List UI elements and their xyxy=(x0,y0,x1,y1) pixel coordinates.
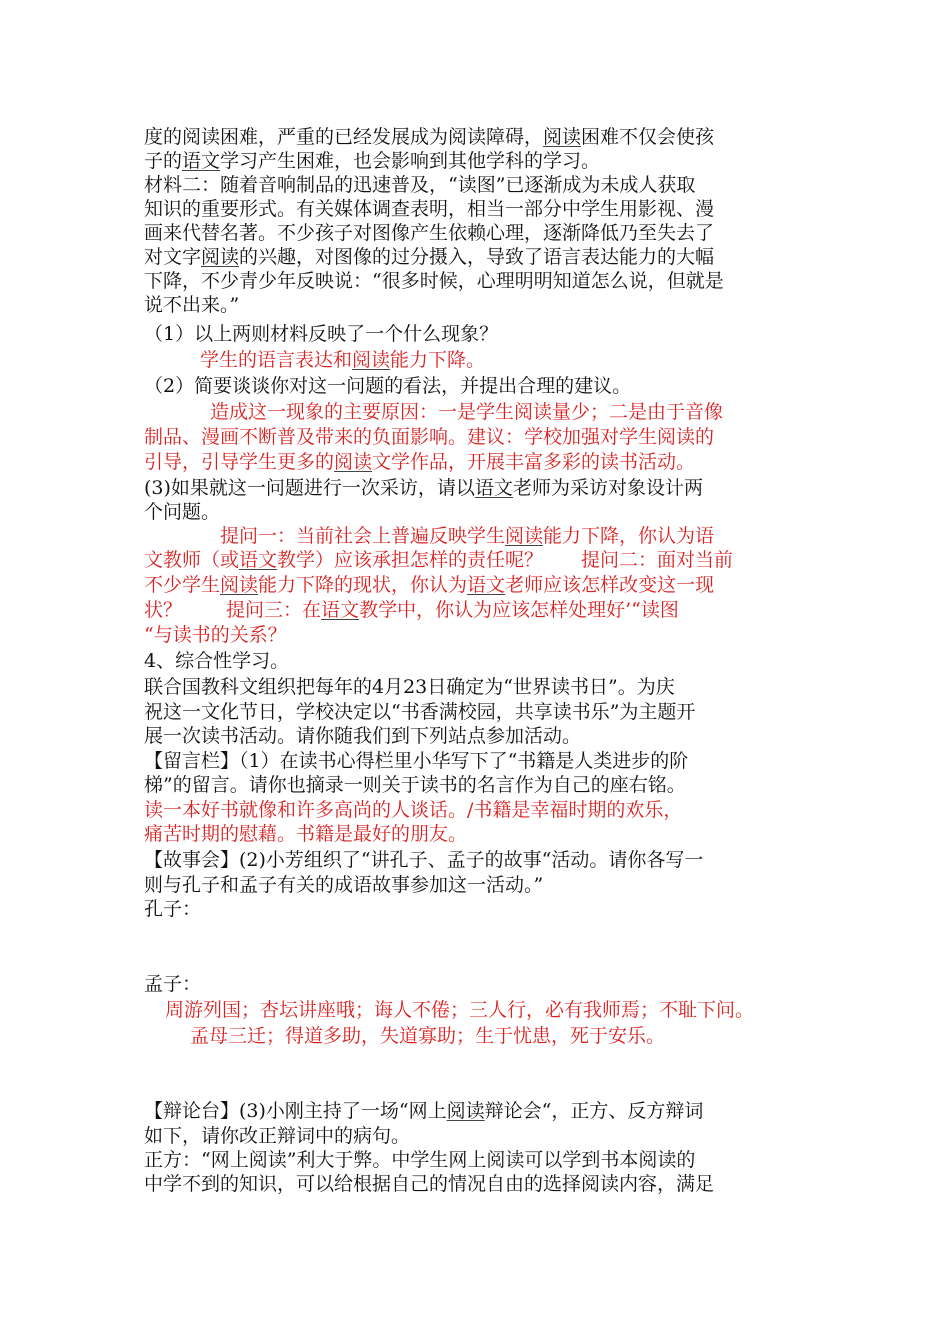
text-segment: 梯”的留言。请你也摘录一则关于读书的名言作为自己的座右铭。 xyxy=(144,774,686,796)
text-line xyxy=(144,972,824,996)
text-segment: 能力下降。 xyxy=(390,349,486,371)
text-segment: 状？ 提问三：在 xyxy=(144,599,322,621)
text-segment: 知识的重要形式。有关媒体调查表明，相当一部分中学生用影视、漫 xyxy=(144,198,715,220)
text-segment: 能力下降，你认为语 xyxy=(543,525,715,547)
text-segment: 造成这一现象的主要原因：一是学生阅读量少；二是由于音像 xyxy=(210,401,724,423)
text-segment: 困难不仅会使孩 xyxy=(581,126,715,148)
text-line xyxy=(144,269,824,293)
text-segment: 老师为采访对象设计两 xyxy=(512,477,703,499)
answer-text-line xyxy=(144,822,824,846)
text-line xyxy=(144,649,824,673)
text-segment: 说不出来。” xyxy=(144,294,240,316)
underlined-term: 阅读 xyxy=(446,1100,485,1122)
text-segment: 的兴趣，对图像的过分摄入，导致了语言表达能力的大幅 xyxy=(239,246,715,268)
text-segment: 孔子： xyxy=(144,898,202,920)
text-line xyxy=(144,897,824,921)
answer-text-line xyxy=(190,1024,870,1048)
text-segment: 如下，请你改正辩词中的病句。 xyxy=(144,1125,411,1147)
text-segment: 辩论会“，正方、反方辩词 xyxy=(484,1100,704,1122)
answer-text-line xyxy=(144,798,824,822)
underlined-term: 阅读 xyxy=(543,126,582,148)
text-segment: （1）以上两则材料反映了一个什么现象？ xyxy=(144,323,499,345)
underlined-term: 语文 xyxy=(474,477,513,499)
text-line xyxy=(144,374,824,398)
text-line xyxy=(144,848,824,872)
underlined-term: 语文 xyxy=(182,150,221,172)
text-segment: （2）简要谈谈你对这一问题的看法，并提出合理的建议。 xyxy=(144,375,632,397)
text-segment: 孟子： xyxy=(144,973,202,995)
text-segment: 中学不到的知识，可以给根据自己的情况自由的选择阅读内容，满足 xyxy=(144,1173,715,1195)
text-segment: 学习产生困难，也会影响到其他学科的学习。 xyxy=(220,150,601,172)
text-segment: 则与孔子和孟子有关的成语故事参加这一活动。” xyxy=(144,874,544,896)
text-segment: 孟母三迁；得道多助，失道寡助；生于忧患，死于安乐。 xyxy=(190,1025,666,1047)
text-line xyxy=(144,700,824,724)
text-segment: 子的 xyxy=(144,150,183,172)
text-line xyxy=(144,149,824,173)
text-segment: 度的阅读困难，严重的已经发展成为阅读障碍， xyxy=(144,126,544,148)
underlined-term: 语文 xyxy=(467,574,506,596)
answer-text-line xyxy=(144,450,824,474)
text-segment: 文教师（或 xyxy=(144,549,240,571)
text-segment: 痛苦时期的慰藉。书籍是最好的朋友。 xyxy=(144,823,468,845)
text-segment: 提问一：当前社会上普遍反映学生 xyxy=(220,525,506,547)
text-segment: 画来代替名著。不少孩子对图像产生依赖心理，逐渐降低乃至失去了 xyxy=(144,222,715,244)
text-segment: 老师应该怎样改变这一现 xyxy=(505,574,715,596)
underlined-term: 阅读 xyxy=(201,246,240,268)
text-line xyxy=(144,773,824,797)
text-segment: 不少学生 xyxy=(144,574,221,596)
answer-text-line xyxy=(144,598,824,622)
text-segment: “与读书的关系？ xyxy=(144,624,287,646)
text-segment: 正方：“网上阅读”利大于弊。中学生网上阅读可以学到书本阅读的 xyxy=(144,1149,696,1171)
text-segment: 【辩论台】(3)小刚主持了一场“网上 xyxy=(144,1100,447,1122)
text-segment: 4、综合性学习。 xyxy=(144,650,290,672)
answer-text-line xyxy=(144,623,824,647)
underlined-term: 语文 xyxy=(321,599,360,621)
text-line xyxy=(144,1172,824,1196)
answer-text-line xyxy=(210,400,890,424)
text-segment: 引导，引导学生更多的 xyxy=(144,451,335,473)
text-segment: 教学中，你认为应该怎样处理好’“读图 xyxy=(359,599,679,621)
text-segment: 制品、漫画不断普及带来的负面影响。建议：学校加强对学生阅读的 xyxy=(144,426,715,448)
text-line xyxy=(144,500,824,524)
text-segment: 教学）应该承担怎样的责任呢？ 提问二：面对当前 xyxy=(277,549,734,571)
text-segment: 材料二：随着音响制品的迅速普及，“读图”已逐渐成为未成人获取 xyxy=(144,174,696,196)
text-segment: 周游列国；杏坛讲座哦；诲人不倦；三人行，必有我师焉；不耻下问。 xyxy=(165,999,755,1021)
answer-text-line xyxy=(220,524,900,548)
underlined-term: 阅读 xyxy=(334,451,373,473)
text-line xyxy=(144,173,824,197)
text-segment: 个问题。 xyxy=(144,501,221,523)
underlined-term: 语文 xyxy=(239,549,278,571)
text-line xyxy=(144,1148,824,1172)
text-line xyxy=(144,1124,824,1148)
text-segment: 【留言栏】（1）在读书心得栏里小华写下了“书籍是人类进步的阶 xyxy=(144,750,689,772)
text-line xyxy=(144,221,824,245)
text-segment: 对文字 xyxy=(144,246,202,268)
text-segment: 能力下降的现状，你认为 xyxy=(258,574,468,596)
answer-text-line xyxy=(165,998,845,1022)
underlined-term: 阅读 xyxy=(505,525,544,547)
text-line xyxy=(144,293,824,317)
text-segment: 展一次读书活动。请你随我们到下列站点参加活动。 xyxy=(144,725,582,747)
text-segment: 【故事会】(2)小芳组织了“讲孔子、孟子的故事“活动。请你各写一 xyxy=(144,849,704,871)
text-segment: (3)如果就这一问题进行一次采访，请以 xyxy=(144,477,475,499)
text-segment: 读一本好书就像和许多高尚的人谈话。/书籍是幸福时期的欢乐， xyxy=(144,799,683,821)
text-segment: 下降，不少青少年反映说：“很多时候，心理明明知道怎么说，但就是 xyxy=(144,270,724,292)
answer-text-line xyxy=(144,548,824,572)
text-line xyxy=(144,476,824,500)
text-line xyxy=(144,873,824,897)
text-line xyxy=(144,245,824,269)
answer-text-line xyxy=(144,425,824,449)
text-line xyxy=(144,1099,824,1123)
text-line xyxy=(144,322,824,346)
text-line xyxy=(144,724,824,748)
answer-text-line xyxy=(200,348,880,372)
text-segment: 文学作品，开展丰富多彩的读书活动。 xyxy=(372,451,696,473)
underlined-term: 阅读 xyxy=(352,349,391,371)
answer-text-line xyxy=(144,573,824,597)
text-line xyxy=(144,125,824,149)
text-segment: 学生的语言表达和 xyxy=(200,349,353,371)
text-segment: 祝这一文化节日，学校决定以“书香满校园，共享读书乐”为主题开 xyxy=(144,701,696,723)
text-line xyxy=(144,197,824,221)
text-segment: 联合国教科文组织把每年的4月23日确定为“世界读书日”。为庆 xyxy=(144,676,675,698)
text-line xyxy=(144,675,824,699)
underlined-term: 阅读 xyxy=(220,574,259,596)
text-line xyxy=(144,749,824,773)
